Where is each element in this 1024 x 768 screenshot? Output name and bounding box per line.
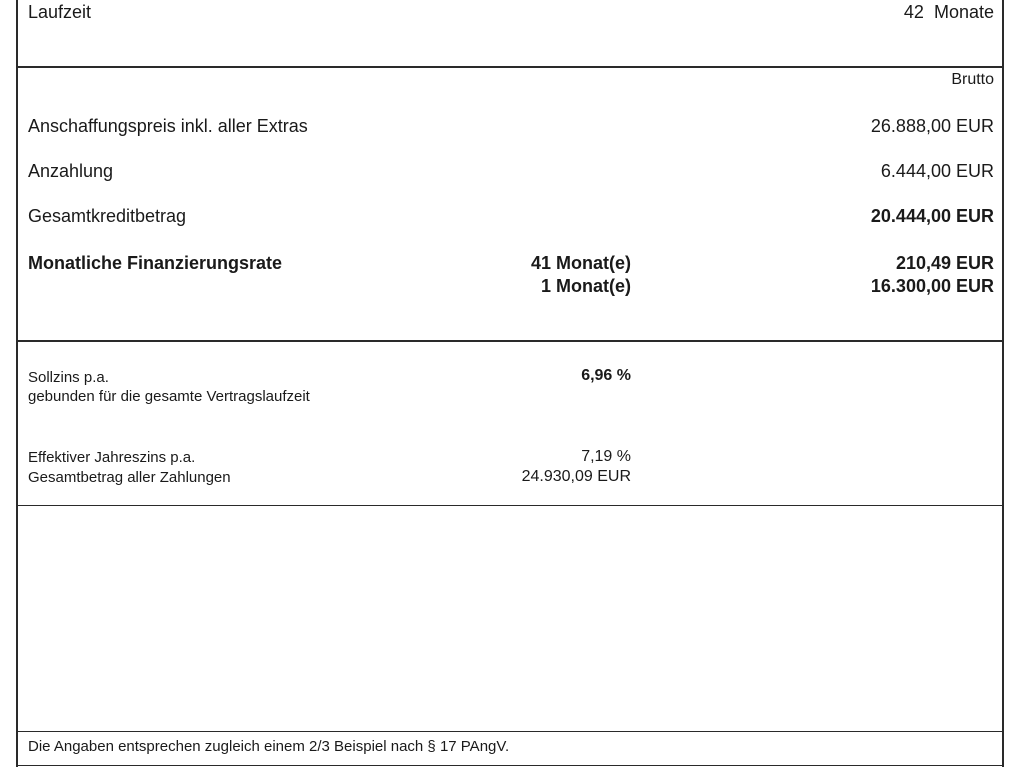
down-payment-label: Anzahlung [28, 161, 114, 181]
total-credit-value: 20.444,00 EUR [870, 206, 994, 226]
term-label: Laufzeit [28, 2, 92, 22]
total-payments-value: 24.930,09 EUR [521, 468, 631, 485]
down-payment-value: 6.444,00 EUR [880, 161, 994, 181]
nominal-rate-label: Sollzins p.a. [28, 369, 109, 386]
nominal-rate-value: 6,96 % [581, 367, 631, 384]
effective-rate-label: Effektiver Jahreszins p.a. [28, 449, 196, 466]
divider-costs [16, 340, 1004, 342]
monthly-period-2: 1 Monat(e) [541, 276, 631, 296]
price-label: Anschaffungspreis inkl. aller Extras [28, 116, 308, 136]
price-value: 26.888,00 EUR [870, 116, 994, 136]
column-header-brutto: Brutto [951, 71, 994, 88]
divider-rates [16, 505, 1004, 506]
effective-rate-value: 7,19 % [581, 448, 631, 465]
divider-bottom [16, 765, 1004, 766]
monthly-value-2: 16.300,00 EUR [870, 276, 994, 296]
total-payments-label: Gesamtbetrag aller Zahlungen [28, 469, 231, 486]
monthly-period-1: 41 Monat(e) [530, 253, 631, 273]
nominal-rate-sublabel: gebunden für die gesamte Vertragslaufzeit [28, 388, 310, 405]
footer-note: Die Angaben entsprechen zugleich einem 2/3 Beispiel nach § 17 PAngV. [28, 738, 510, 755]
total-credit-label: Gesamtkreditbetrag [28, 206, 187, 226]
monthly-value-1: 210,49 EUR [895, 253, 994, 273]
monthly-rate-label: Monatliche Finanzierungsrate [28, 253, 283, 273]
term-unit: Monate [933, 2, 994, 22]
term-value [904, 3, 994, 21]
divider-term [16, 66, 1004, 68]
divider-footer [16, 731, 1004, 732]
term-number: 42 [903, 2, 924, 22]
